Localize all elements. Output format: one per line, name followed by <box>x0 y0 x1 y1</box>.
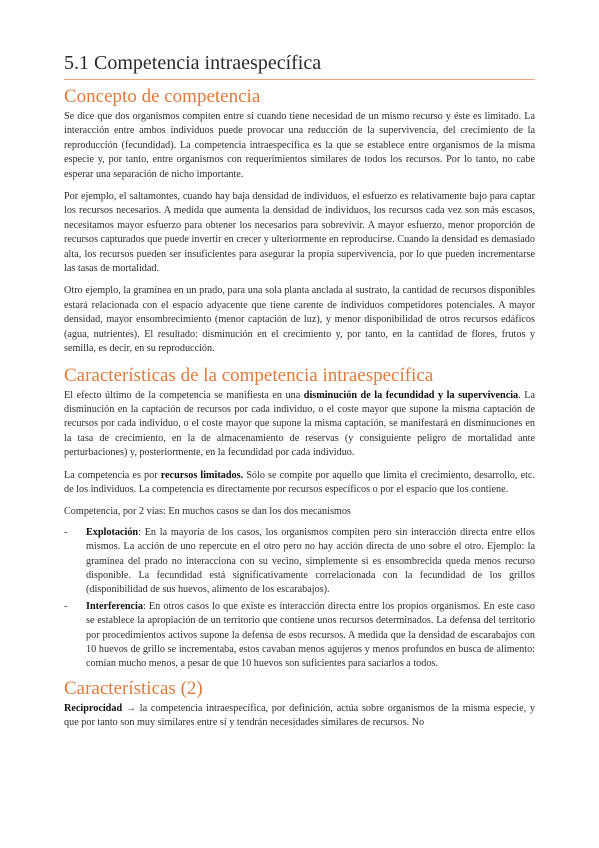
section-heading-concepto: Concepto de competencia <box>64 86 261 107</box>
section-heading-caracteristicas-2: Características (2) <box>64 677 203 699</box>
bold-term: disminución de la fecundidad y la supervivencia <box>303 389 519 401</box>
bold-term: Reciprocidad <box>64 702 123 714</box>
chapter-title-rule <box>64 79 535 80</box>
paragraph-efecto-ultimo <box>64 389 535 461</box>
paragraph-graminea-example: Otro ejemplo, la gramínea en un prado, para una sola planta anclada al sustrato, la cantidad de recursos disponibles estará relacionada con el espacio adyacente que tiene carente de individuos competidores potenciales. A mayor densidad, mayor ensombrecimiento (menor captación de luz), y menor disponibilidad de otros recursos edáficos (agua, nutrientes). El resultado: disminución en el crecimiento y, por tanto, en la cantidad de flores, frutos y semilla, es decir, en su reproducción. <box>64 285 535 355</box>
arrow-glyph: → <box>122 702 140 714</box>
paragraph-definition: Se dice que dos organismos compiten entre sí cuando tiene necesidad de un mismo recurso y éste es limitado. La interacción entre ambos individuos puede provocar una reducción de la supervivencia, del crecimiento de la reproducción (fecundidad). La competencia intraespecífica es la que se establece entre organismos de la misma especie y, por tanto, entre organismos con requerimientos similares de todos los recursos. Por lo tanto, no cabe esperar una separación de nicho importante. <box>64 111 535 180</box>
bold-term: recursos limitados. <box>160 469 244 481</box>
text-run: La competencia es por <box>64 469 161 481</box>
chapter-title: 5.1 Competencia intraespecífica <box>64 52 322 74</box>
paragraph-saltamontes-example: Por ejemplo, el saltamontes, cuando hay baja densidad de individuos, el esfuerzo es relativamente bajo para captar los recursos necesarios. A medida que aumenta la densidad de individuos, los recursos cada vez son más escasos, necesitamos mayor esfuerzo para obtener los necesarios para sobrevivir. A mayor esfuerzo, menor proporción de recursos capturados que puede invertir en crecer y ulteriormente en reproducirse. Cuando la densidad es demasiado alta, los recursos pueden ser insuficientes para asegurar la propia supervivencia, por lo que pueden incrementarse las tasas de mortalidad. <box>64 191 535 275</box>
paragraph-recursos-limitados <box>64 469 535 498</box>
bold-term: Interferencia <box>86 600 143 612</box>
mechanism-list <box>64 526 535 672</box>
list-item-explotacion <box>64 526 535 598</box>
text-run: la competencia intraespecífica, por definición, actúa sobre organismos de la misma especie, y que por tanto son muy similares entre sí y tendrán necesidades similares de recursos. No <box>64 702 536 729</box>
bold-term: Explotación <box>86 526 139 538</box>
list-dash: - <box>64 600 68 612</box>
paragraph-dos-vias: Competencia, por 2 vías: En muchos casos se dan los dos mecanismos <box>64 506 351 518</box>
text-run: El efecto último de la competencia se manifiesta en una <box>64 389 304 401</box>
list-item-interferencia <box>64 600 535 672</box>
text-run: : En la mayoría de los casos, los organismos compiten pero sin interacción directa entre ellos mismos. La acción de uno repercute en el otro pero no hay acción directa de uno sobre el otro. Ejemplo: la gramínea del prado no interacciona con su vecino, simplemente si es ensombrecida queda menos recurso disponible. La fecundidad está significativamente correlacionada con la fecundidad de los grillos (disponibilidad de sus huevos, alimento de los escarabajos). <box>86 526 535 596</box>
text-run: . La disminución en la captación de recursos por cada individuo, o el coste mayor que supone la misma captación de recursos por cada individuo, o el coste mayor que supone la misma captación, se manifestará en disminuciones en la tasa de crecimiento, en la de almacenamiento de reservas (y consiguiente peligro de mortalidad ante perturbaciones) y, posteriormente, en la fecundidad por cada individuo. <box>64 389 536 459</box>
text-run: : En otros casos lo que existe es interacción directa entre los propios organismos. En este caso se establece la apropiación de un territorio que contiene unos recursos determinados. La defensa del territorio por procedimientos activos supone la defensa de esos recursos. A medida que la densidad de escarabajos con 10 huevos de grillo se incrementaba, estos cavaban menos agujeros y menos profundos en busca de alimento: comían mucho menos, a pesar de que 10 huevos son suficientes para saciarlos a todos. <box>86 600 535 670</box>
list-dash: - <box>64 526 68 538</box>
text-run: Sólo se compite por aquello que limita el crecimiento, desarrollo, etc. de los individuos. La competencia es directamente por recursos específicos o por el espacio que los contiene. <box>64 469 535 495</box>
section-heading-caracteristicas: Características de la competencia intraespecífica <box>64 364 434 386</box>
paragraph-reciprocidad <box>64 702 535 731</box>
